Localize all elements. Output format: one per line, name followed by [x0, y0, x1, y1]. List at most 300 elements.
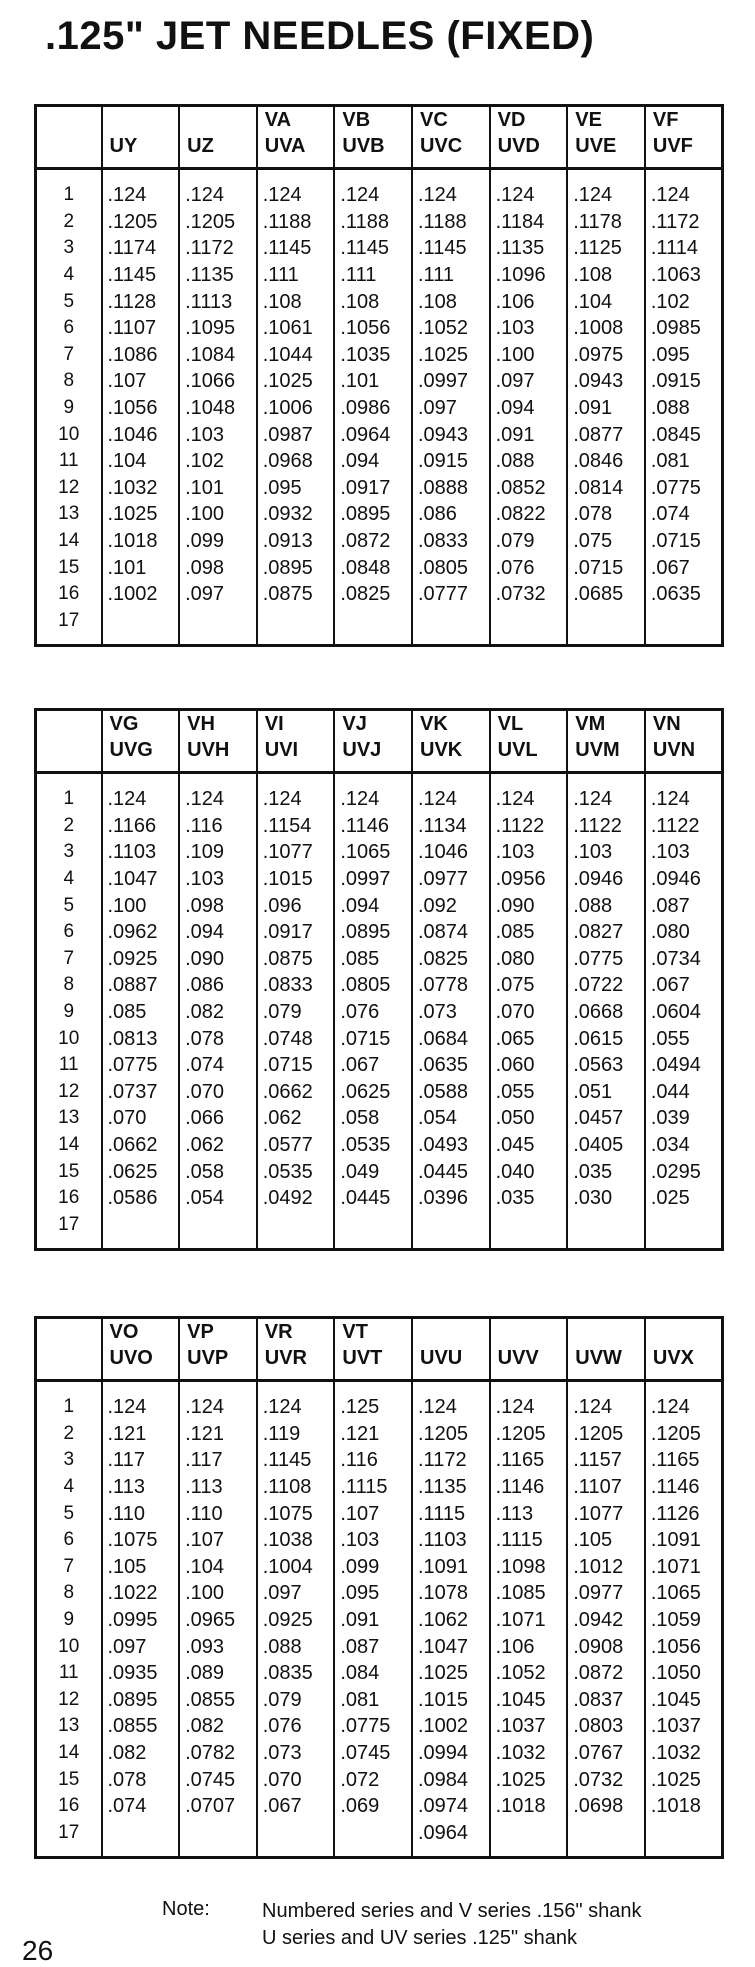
table-cell: .0492 — [257, 1185, 335, 1212]
table-cell: .091 — [567, 395, 645, 422]
table-cell: .0962 — [102, 919, 180, 946]
table-cell: .101 — [334, 368, 412, 395]
table-cell: .0925 — [102, 946, 180, 973]
table-cell: .096 — [257, 892, 335, 919]
table-row — [36, 1474, 723, 1501]
table-cell: .124 — [334, 169, 412, 209]
table-cell: .0814 — [567, 475, 645, 502]
table-cell: .121 — [102, 1421, 180, 1448]
table-header-row — [36, 710, 723, 773]
column-header — [645, 1318, 723, 1381]
row-number: 7 — [63, 1555, 75, 1577]
table-cell: .0984 — [412, 1766, 490, 1793]
row-number: 9 — [63, 1609, 75, 1631]
table-cell: .0563 — [567, 1052, 645, 1079]
table-cell: .1075 — [257, 1500, 335, 1527]
table-cell: .0915 — [412, 448, 490, 475]
table-cell: .030 — [567, 1185, 645, 1212]
table-cell: .1071 — [645, 1554, 723, 1581]
table-cell: .111 — [257, 262, 335, 289]
row-number: 12 — [58, 1080, 80, 1102]
table-row — [36, 528, 723, 555]
table-cell: .103 — [179, 866, 257, 893]
table-cell — [102, 608, 180, 646]
table-cell: .108 — [257, 288, 335, 315]
table-cell: .0803 — [567, 1713, 645, 1740]
table-cell: .076 — [334, 999, 412, 1026]
table-cell: .095 — [334, 1580, 412, 1607]
table-row — [36, 342, 723, 369]
table-cell: .080 — [645, 919, 723, 946]
table-cell: .1108 — [257, 1474, 335, 1501]
table-cell: .086 — [412, 501, 490, 528]
table-cell: .0943 — [412, 421, 490, 448]
table-cell: .1103 — [102, 839, 180, 866]
row-number: 4 — [63, 264, 75, 286]
table-cell: .116 — [334, 1447, 412, 1474]
table-cell: .0685 — [567, 581, 645, 608]
table-cell: .080 — [490, 946, 568, 973]
table-cell — [334, 1212, 412, 1250]
table-cell: .116 — [179, 813, 257, 840]
column-header — [257, 1318, 335, 1381]
row-number: 4 — [63, 1476, 75, 1498]
table-cell: .087 — [645, 892, 723, 919]
column-header-top: VL — [497, 713, 524, 735]
table-cell: .104 — [179, 1554, 257, 1581]
table-cell: .044 — [645, 1079, 723, 1106]
row-number: 3 — [63, 1449, 75, 1471]
table-cell: .088 — [645, 395, 723, 422]
table-cell — [334, 1820, 412, 1858]
column-header-bottom: UVG — [109, 739, 153, 761]
table-cell: .040 — [490, 1158, 568, 1185]
column-header — [334, 1318, 412, 1381]
table-cell: .1008 — [567, 315, 645, 342]
table-cell: .0837 — [567, 1687, 645, 1714]
table-cell: .103 — [645, 839, 723, 866]
table-cell: .0494 — [645, 1052, 723, 1079]
table-cell: .1145 — [257, 235, 335, 262]
table-cell: .1048 — [179, 395, 257, 422]
table-cell: .1032 — [102, 475, 180, 502]
table-cell: .1012 — [567, 1554, 645, 1581]
table-cell: .0855 — [102, 1713, 180, 1740]
table-cell: .1115 — [412, 1500, 490, 1527]
table-cell: .0825 — [334, 581, 412, 608]
table-cell: .1134 — [412, 813, 490, 840]
table-row — [36, 1793, 723, 1820]
table-cell: .074 — [179, 1052, 257, 1079]
table-cell: .101 — [102, 554, 180, 581]
table-cell: .117 — [179, 1447, 257, 1474]
table-cell — [412, 608, 490, 646]
header-corner — [36, 710, 102, 773]
table-cell: .088 — [567, 892, 645, 919]
table-row — [36, 1554, 723, 1581]
row-number: 13 — [58, 503, 80, 525]
column-header — [567, 106, 645, 169]
table-row — [36, 554, 723, 581]
table-cell: .0917 — [257, 919, 335, 946]
column-header-bottom: UVU — [420, 1347, 463, 1369]
column-header — [567, 710, 645, 773]
table-cell: .074 — [102, 1793, 180, 1820]
table-cell: .058 — [179, 1158, 257, 1185]
table-cell: .0715 — [645, 528, 723, 555]
table-cell: .124 — [567, 773, 645, 813]
row-number: 6 — [63, 317, 75, 339]
table-cell: .045 — [490, 1132, 568, 1159]
column-header-top — [110, 107, 179, 133]
table-cell: .0895 — [334, 919, 412, 946]
table-cell: .103 — [567, 839, 645, 866]
table-cell: .1038 — [257, 1527, 335, 1554]
table-row — [36, 395, 723, 422]
table-cell: .1063 — [645, 262, 723, 289]
table-cell: .1125 — [567, 235, 645, 262]
table-cell: .1107 — [567, 1474, 645, 1501]
table-cell: .107 — [179, 1527, 257, 1554]
table-header-row — [36, 1318, 723, 1381]
table-cell: .0888 — [412, 475, 490, 502]
table-cell: .065 — [490, 1025, 568, 1052]
table-cell: .1122 — [567, 813, 645, 840]
note-label: Note: — [162, 1898, 210, 1920]
column-header-bottom: UVW — [575, 1347, 622, 1369]
table-cell: .0994 — [412, 1740, 490, 1767]
table-cell: .1035 — [334, 342, 412, 369]
column-header-top — [187, 107, 256, 133]
table-row — [36, 1185, 723, 1212]
column-header-bottom: UVF — [652, 135, 693, 157]
table-cell: .095 — [645, 342, 723, 369]
table-cell: .0684 — [412, 1025, 490, 1052]
column-header-top — [653, 1319, 721, 1345]
table-cell: .1096 — [490, 262, 568, 289]
table-cell: .094 — [490, 395, 568, 422]
row-number: 12 — [58, 476, 80, 498]
table-cell: .0855 — [179, 1687, 257, 1714]
table-cell: .103 — [490, 839, 568, 866]
table-cell: .124 — [412, 169, 490, 209]
column-header — [179, 710, 257, 773]
table-cell: .1095 — [179, 315, 257, 342]
table-cell: .075 — [567, 528, 645, 555]
table-cell: .0872 — [567, 1660, 645, 1687]
table-cell: .1056 — [334, 315, 412, 342]
table-row — [36, 839, 723, 866]
table-cell: .062 — [257, 1105, 335, 1132]
table-cell: .086 — [179, 972, 257, 999]
table-cell: .1077 — [257, 839, 335, 866]
table-cell: .0908 — [567, 1633, 645, 1660]
row-number: 14 — [58, 1742, 80, 1764]
note-line-1: Numbered series and V series .156" shank — [262, 1900, 642, 1922]
table-cell: .076 — [490, 554, 568, 581]
table-cell: .1205 — [412, 1421, 490, 1448]
table-cell: .085 — [102, 999, 180, 1026]
table-cell: .1075 — [102, 1527, 180, 1554]
table-row — [36, 1447, 723, 1474]
row-number: 10 — [58, 423, 80, 445]
table-cell: .1157 — [567, 1447, 645, 1474]
row-number: 8 — [63, 370, 75, 392]
header-corner — [36, 106, 102, 169]
table-cell: .1188 — [412, 209, 490, 236]
table-row — [36, 1580, 723, 1607]
table-cell: .1025 — [102, 501, 180, 528]
table-cell: .0625 — [334, 1079, 412, 1106]
table-cell: .1205 — [490, 1421, 568, 1448]
table-cell: .0577 — [257, 1132, 335, 1159]
table-row — [36, 1052, 723, 1079]
table-cell: .0917 — [334, 475, 412, 502]
table-cell: .058 — [334, 1105, 412, 1132]
table-cell: .067 — [645, 554, 723, 581]
table-cell: .072 — [334, 1766, 412, 1793]
table-cell: .0715 — [567, 554, 645, 581]
table-cell: .091 — [334, 1607, 412, 1634]
table-cell: .1071 — [490, 1607, 568, 1634]
table-cell: .124 — [257, 169, 335, 209]
table-cell: .0615 — [567, 1025, 645, 1052]
table-row — [36, 1660, 723, 1687]
column-header-bottom: UY — [109, 135, 138, 157]
table-cell: .103 — [179, 421, 257, 448]
column-header-top: VO — [109, 1321, 139, 1343]
table-cell: .070 — [179, 1079, 257, 1106]
column-header-top: VJ — [342, 713, 367, 735]
table-cell: .1188 — [334, 209, 412, 236]
table-cell: .111 — [412, 262, 490, 289]
table-cell: .107 — [102, 368, 180, 395]
table-cell: .074 — [645, 501, 723, 528]
table-cell: .0915 — [645, 368, 723, 395]
row-number: 4 — [63, 868, 75, 890]
table-cell: .0737 — [102, 1079, 180, 1106]
column-header-bottom: UVJ — [342, 739, 382, 761]
table-cell: .0932 — [257, 501, 335, 528]
table-cell: .0777 — [412, 581, 490, 608]
table-cell: .1062 — [412, 1607, 490, 1634]
table-cell: .104 — [567, 288, 645, 315]
table-cell: .124 — [490, 773, 568, 813]
table-cell: .0968 — [257, 448, 335, 475]
table-cell: .0925 — [257, 1607, 335, 1634]
column-header — [179, 106, 257, 169]
table-cell: .1044 — [257, 342, 335, 369]
table-cell: .0935 — [102, 1660, 180, 1687]
table-cell: .124 — [179, 773, 257, 813]
table-cell — [567, 1212, 645, 1250]
table-cell: .0445 — [412, 1158, 490, 1185]
table-cell — [567, 1820, 645, 1858]
table-cell: .124 — [179, 1381, 257, 1421]
table-cell: .055 — [645, 1025, 723, 1052]
table-cell: .067 — [257, 1793, 335, 1820]
table-row — [36, 1766, 723, 1793]
table-cell: .121 — [334, 1421, 412, 1448]
table-cell: .0964 — [412, 1820, 490, 1858]
column-header-top: VD — [497, 109, 526, 131]
table-cell: .0895 — [257, 554, 335, 581]
table-cell: .097 — [490, 368, 568, 395]
table-cell: .0493 — [412, 1132, 490, 1159]
table-cell — [645, 1820, 723, 1858]
table-cell: .0535 — [257, 1158, 335, 1185]
table-cell: .0875 — [257, 581, 335, 608]
row-number: 15 — [58, 1160, 80, 1182]
row-number: 11 — [58, 450, 79, 472]
table-cell: .070 — [257, 1766, 335, 1793]
row-number: 10 — [58, 1027, 80, 1049]
column-header-top: VE — [575, 109, 602, 131]
table-cell: .098 — [179, 554, 257, 581]
table-cell — [490, 1212, 568, 1250]
table-cell: .1115 — [490, 1527, 568, 1554]
table-cell: .097 — [412, 395, 490, 422]
table-row — [36, 475, 723, 502]
table-cell — [645, 608, 723, 646]
column-header-top: VN — [652, 713, 681, 735]
table-cell: .1122 — [645, 813, 723, 840]
table-cell: .051 — [567, 1079, 645, 1106]
table-cell: .1045 — [645, 1687, 723, 1714]
table-row — [36, 1820, 723, 1858]
table-cell: .0732 — [490, 581, 568, 608]
table-row — [36, 1500, 723, 1527]
table-cell: .1166 — [102, 813, 180, 840]
table-row — [36, 288, 723, 315]
table-row — [36, 1713, 723, 1740]
table-row — [36, 368, 723, 395]
table-cell: .0825 — [412, 946, 490, 973]
table-cell: .103 — [490, 315, 568, 342]
table-cell: .079 — [257, 999, 335, 1026]
table-cell: .094 — [334, 892, 412, 919]
table-cell — [334, 608, 412, 646]
table-cell: .0698 — [567, 1793, 645, 1820]
table-cell: .124 — [645, 773, 723, 813]
column-header-top — [498, 1319, 567, 1345]
table-cell: .088 — [257, 1633, 335, 1660]
table-cell: .0445 — [334, 1185, 412, 1212]
table-cell: .1045 — [490, 1687, 568, 1714]
column-header — [567, 1318, 645, 1381]
column-header-bottom: UVR — [264, 1347, 307, 1369]
column-header — [257, 710, 335, 773]
column-header-bottom: UVB — [342, 135, 385, 157]
table-cell: .1098 — [490, 1554, 568, 1581]
table-cell: .073 — [257, 1740, 335, 1767]
column-header-bottom: UVD — [497, 135, 540, 157]
row-number: 7 — [63, 343, 75, 365]
table-cell — [645, 1212, 723, 1250]
table-cell: .0782 — [179, 1740, 257, 1767]
table-cell: .0835 — [257, 1660, 335, 1687]
table-row — [36, 972, 723, 999]
table-cell: .1145 — [102, 262, 180, 289]
row-number: 8 — [63, 1582, 75, 1604]
table-cell: .0895 — [102, 1687, 180, 1714]
table-cell: .1086 — [102, 342, 180, 369]
table-cell: .0625 — [102, 1158, 180, 1185]
table-cell: .073 — [412, 999, 490, 1026]
row-number: 2 — [63, 814, 75, 836]
column-header-bottom: UVX — [652, 1347, 694, 1369]
table-cell: .0662 — [102, 1132, 180, 1159]
table-cell: .0778 — [412, 972, 490, 999]
table-cell: .124 — [334, 773, 412, 813]
table-cell: .1091 — [645, 1527, 723, 1554]
table-cell: .1077 — [567, 1500, 645, 1527]
table-cell: .0662 — [257, 1079, 335, 1106]
note-text — [262, 1898, 642, 1952]
table-row — [36, 1132, 723, 1159]
table-cell: .0997 — [412, 368, 490, 395]
table-cell: .1025 — [645, 1766, 723, 1793]
table-cell: .0457 — [567, 1105, 645, 1132]
table-cell: .0775 — [334, 1713, 412, 1740]
table-cell: .054 — [179, 1185, 257, 1212]
table-cell: .0745 — [334, 1740, 412, 1767]
table-cell: .110 — [179, 1500, 257, 1527]
column-header — [490, 710, 568, 773]
page-title: .125" JET NEEDLES (FIXED) — [45, 14, 595, 58]
column-header — [412, 1318, 490, 1381]
table-row — [36, 581, 723, 608]
table-cell — [490, 608, 568, 646]
table-cell: .079 — [257, 1687, 335, 1714]
table-cell: .066 — [179, 1105, 257, 1132]
table-cell: .124 — [412, 773, 490, 813]
table-cell: .0535 — [334, 1132, 412, 1159]
table-cell: .1018 — [645, 1793, 723, 1820]
column-header-top — [420, 1319, 489, 1345]
table-cell: .1135 — [490, 235, 568, 262]
table-cell: .1032 — [490, 1740, 568, 1767]
column-header-top: VC — [420, 109, 448, 131]
table-cell — [179, 608, 257, 646]
column-header-bottom: UVV — [497, 1347, 539, 1369]
table-row — [36, 169, 723, 209]
table-cell: .106 — [490, 1633, 568, 1660]
column-header-bottom: UVO — [109, 1347, 153, 1369]
row-number: 13 — [58, 1107, 80, 1129]
table-cell: .0707 — [179, 1793, 257, 1820]
table-cell: .090 — [179, 946, 257, 973]
table-cell: .0946 — [645, 866, 723, 893]
table-cell — [179, 1820, 257, 1858]
row-number: 12 — [58, 1688, 80, 1710]
row-number: 3 — [63, 841, 75, 863]
table-cell: .0943 — [567, 368, 645, 395]
table-cell — [257, 1820, 335, 1858]
table-cell: .113 — [179, 1474, 257, 1501]
table-cell: .0732 — [567, 1766, 645, 1793]
table-cell: .1205 — [567, 1421, 645, 1448]
table-cell: .1174 — [102, 235, 180, 262]
table-cell: .0877 — [567, 421, 645, 448]
table-cell: .0295 — [645, 1158, 723, 1185]
table-cell: .1115 — [334, 1474, 412, 1501]
table-cell: .070 — [490, 999, 568, 1026]
row-number: 14 — [58, 530, 80, 552]
table-cell: .124 — [257, 773, 335, 813]
table-cell: .070 — [102, 1105, 180, 1132]
table-cell: .0872 — [334, 528, 412, 555]
